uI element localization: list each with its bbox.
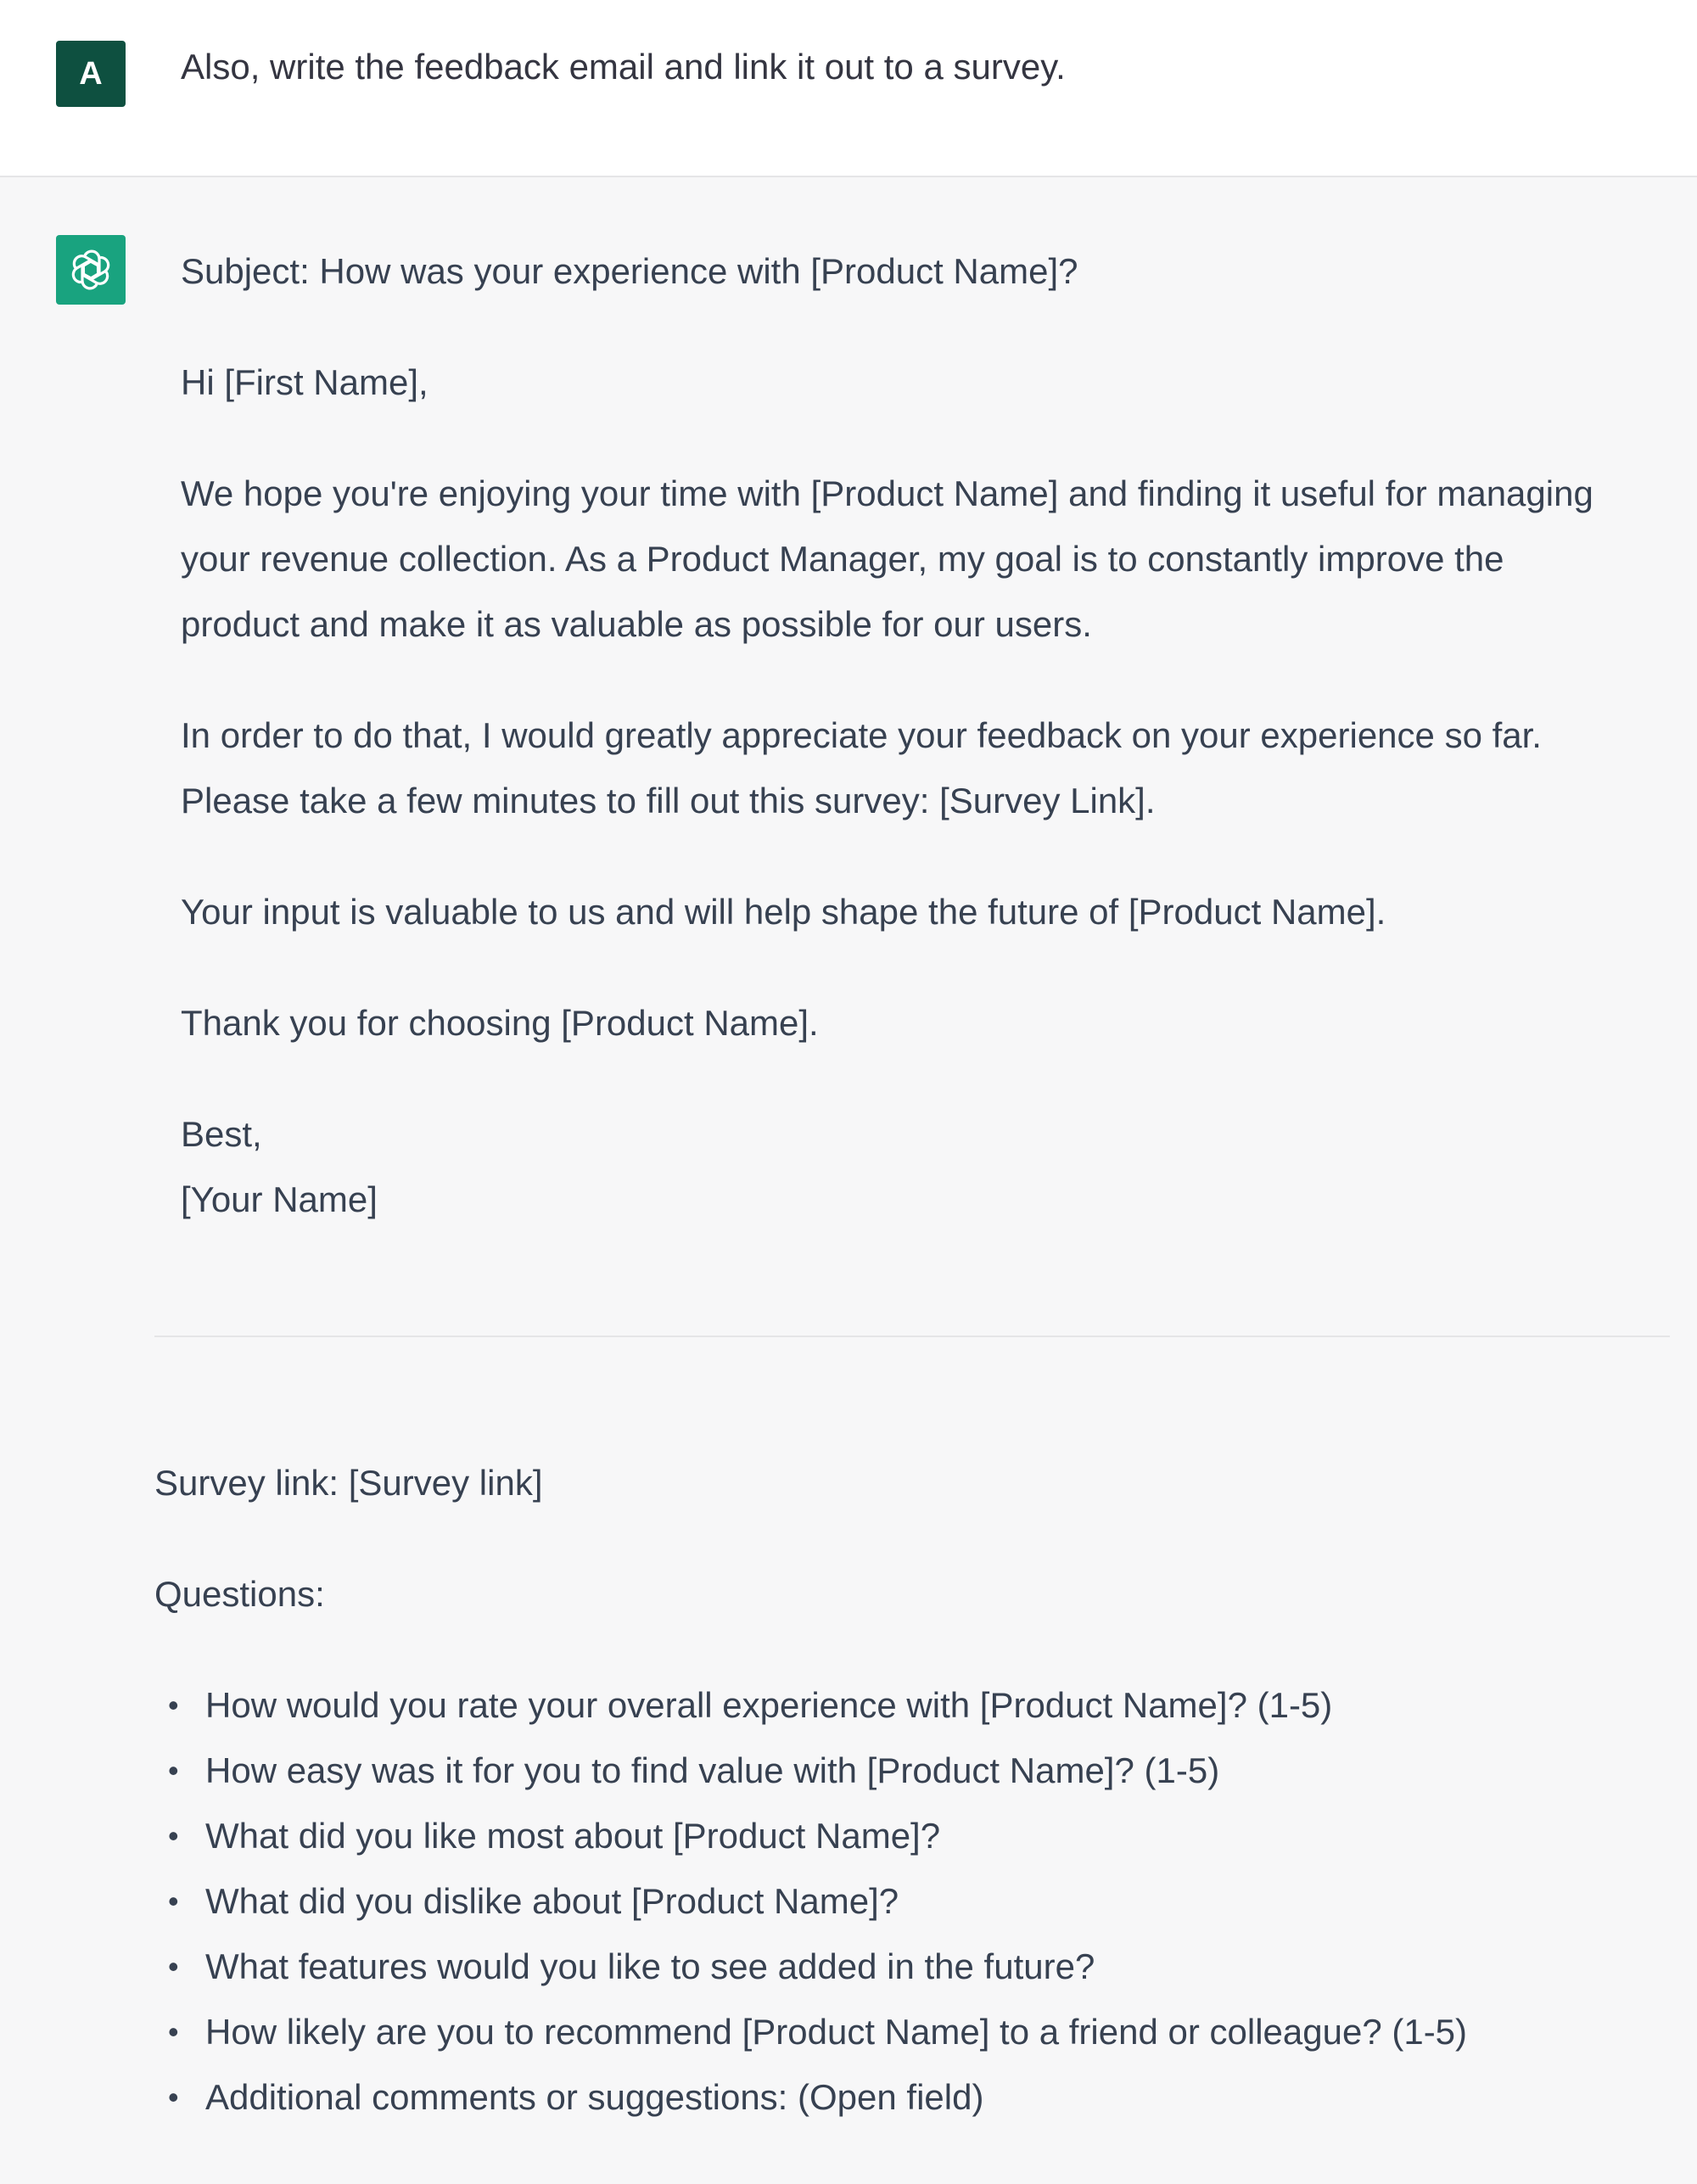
paragraph-1-line-2: your revenue collection. As a Product Manager, my goal is to constantly improve the bbox=[181, 539, 1504, 579]
list-item bbox=[154, 1999, 1690, 2064]
email-greeting: Hi [First Name], bbox=[181, 362, 428, 402]
bullet-icon: • bbox=[168, 1688, 179, 1722]
list-item bbox=[154, 1738, 1690, 1803]
list-item bbox=[154, 1672, 1690, 1738]
question-text: What did you dislike about [Product Name]? bbox=[205, 1881, 899, 1921]
question-text: How likely are you to recommend [Product Name] to a friend or colleague? (1-5) bbox=[205, 2012, 1468, 2052]
list-item bbox=[154, 1868, 1690, 1934]
questions-heading: Questions: bbox=[154, 1574, 325, 1614]
bullet-icon: • bbox=[168, 2080, 179, 2114]
question-text: Additional comments or suggestions: (Open field) bbox=[205, 2077, 984, 2117]
list-item bbox=[154, 1934, 1690, 1999]
question-text: What did you like most about [Product Name]? bbox=[205, 1816, 941, 1856]
user-message-row bbox=[0, 0, 1697, 177]
bullet-icon: • bbox=[168, 1753, 179, 1788]
assistant-email-body bbox=[181, 238, 1691, 1232]
survey-section bbox=[154, 1450, 1690, 2130]
paragraph-2-line-2: Please take a few minutes to fill out this survey: [Survey Link]. bbox=[181, 781, 1156, 820]
paragraph-2-line-1: In order to do that, I would greatly appreciate your feedback on your experience so far. bbox=[181, 715, 1542, 755]
bullet-icon: • bbox=[168, 1949, 179, 1984]
email-signoff bbox=[181, 1101, 1691, 1232]
user-message-text: Also, write the feedback email and link it out to a survey. bbox=[181, 47, 1066, 87]
email-paragraph-2 bbox=[181, 703, 1691, 833]
survey-link-line: Survey link: [Survey link] bbox=[154, 1463, 543, 1503]
bullet-icon: • bbox=[168, 1884, 179, 1918]
questions-list bbox=[154, 1672, 1690, 2130]
openai-logo-icon bbox=[56, 235, 126, 305]
bullet-icon: • bbox=[168, 2014, 179, 2049]
signature-text: [Your Name] bbox=[181, 1179, 378, 1219]
assistant-message-row bbox=[0, 177, 1697, 2184]
section-divider bbox=[154, 1336, 1670, 1337]
list-item bbox=[154, 1803, 1690, 1868]
signoff-text: Best, bbox=[181, 1114, 262, 1154]
email-paragraph-1 bbox=[181, 461, 1691, 657]
list-item bbox=[154, 2064, 1690, 2130]
paragraph-1-line-3: product and make it as valuable as possible for our users. bbox=[181, 604, 1092, 644]
question-text: What features would you like to see added in the future? bbox=[205, 1946, 1095, 1986]
user-avatar: A bbox=[56, 41, 126, 107]
question-text: How easy was it for you to find value with [Product Name]? (1-5) bbox=[205, 1750, 1220, 1790]
email-subject: Subject: How was your experience with [Product Name]? bbox=[181, 251, 1078, 291]
email-paragraph-3: Your input is valuable to us and will help shape the future of [Product Name]. bbox=[181, 892, 1386, 932]
email-paragraph-4: Thank you for choosing [Product Name]. bbox=[181, 1003, 819, 1043]
paragraph-1-line-1: We hope you're enjoying your time with [Product Name] and finding it useful for managing bbox=[181, 473, 1593, 513]
question-text: How would you rate your overall experience with [Product Name]? (1-5) bbox=[205, 1685, 1333, 1725]
bullet-icon: • bbox=[168, 1818, 179, 1853]
